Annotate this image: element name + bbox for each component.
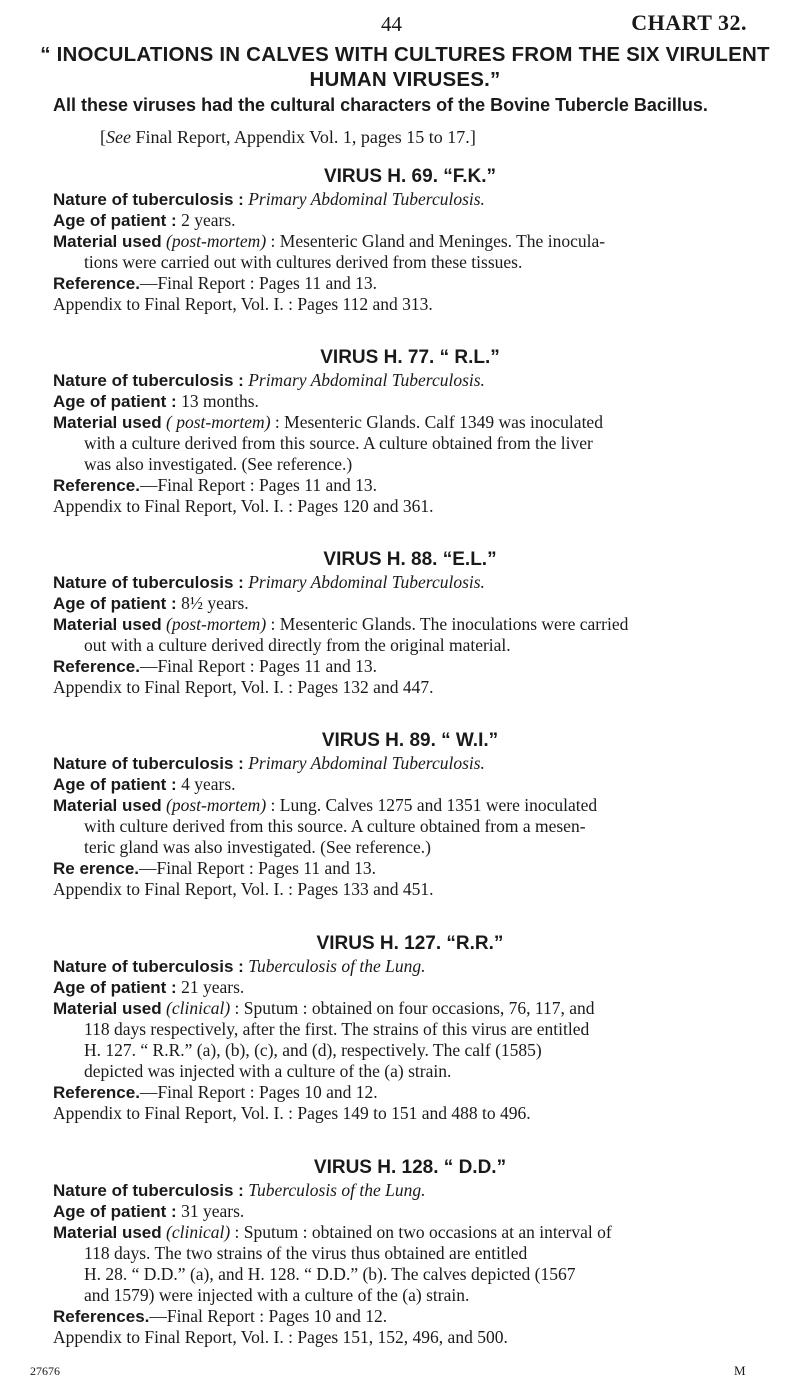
page-title: “ INOCULATIONS IN CALVES WITH CULTURES FROM THE SIX VIRULENT HUMAN VIRUSES.” [40,43,770,91]
age-value: 31 years. [181,1201,245,1221]
material-line: with culture derived from this source. A culture obtained from a mesen- [84,816,586,836]
reference-line: —Final Report : Pages 11 and 13. [139,656,377,676]
reference-line: —Final Report : Pages 10 and 12. [149,1306,388,1326]
virus-section-h89 [0,729,800,900]
reference-label: Reference. [53,1083,140,1102]
nature-label: Nature of tuberculosis : [53,754,244,773]
nature-value: Tuberculosis of the Lung. [248,1180,426,1200]
material-line: : Mesenteric Gland and Meninges. The inocula- [270,231,606,251]
material-line: : Sputum : obtained on four occasions, 76, 117, and [234,998,595,1018]
material-line: tions were carried out with cultures derived from these tissues. [84,252,523,272]
age-field [53,391,753,412]
material-field [53,614,753,656]
material-mode: (post-mortem) [166,231,267,251]
see-word: See [106,127,131,147]
material-label: Material used [53,232,162,251]
reference-field [53,1082,753,1124]
virus-section-h69 [0,165,800,315]
material-line: with a culture derived from this source. A culture obtained from the liver [84,433,593,453]
material-line: 118 days. The two strains of the virus thus obtained are entitled [84,1243,528,1263]
reference-label: References. [53,1307,150,1326]
material-label: Material used [53,413,162,432]
page-number: 44 [381,12,402,36]
material-field [53,231,753,273]
see-reference-text: Final Report, Appendix Vol. 1, pages 15 to 17. [135,127,470,147]
nature-label: Nature of tuberculosis : [53,573,244,592]
reference-field [53,273,753,315]
nature-value: Primary Abdominal Tuberculosis. [248,753,485,773]
reference-line: —Final Report : Pages 11 and 13. [139,273,377,293]
reference-line: Appendix to Final Report, Vol. I. : Pages 151, 152, 496, and 500. [53,1327,508,1347]
virus-title: VIRUS H. 69. “F.K.” [323,166,497,187]
reference-line: —Final Report : Pages 11 and 13. [139,475,377,495]
age-value: 4 years. [181,774,236,794]
material-mode: (post-mortem) [166,614,267,634]
age-field [53,210,753,231]
material-field [53,1222,753,1306]
nature-field [53,753,753,774]
reference-line: Appendix to Final Report, Vol. I. : Pages 120 and 361. [53,496,434,516]
nature-value: Primary Abdominal Tuberculosis. [248,572,485,592]
material-label: Material used [53,999,162,1018]
material-label: Material used [53,796,162,815]
reference-line: Appendix to Final Report, Vol. I. : Pages 112 and 313. [53,294,433,314]
material-line: was also investigated. (See reference.) [84,454,353,474]
reference-line: —Final Report : Pages 11 and 13. [139,858,377,878]
material-line: : Sputum : obtained on two occasions at an interval of [234,1222,612,1242]
age-label: Age of patient : [53,211,177,230]
reference-label: Reference. [53,274,140,293]
material-line: 118 days respectively, after the first. The strains of this virus are entitled [84,1019,590,1039]
material-field [53,998,753,1082]
reference-line: Appendix to Final Report, Vol. I. : Pages 133 and 451. [53,879,434,899]
see-reference: [See Final Report, Appendix Vol. 1, pages 15 to 17.] [100,127,476,147]
virus-title: VIRUS H. 128. “ D.D.” [313,1157,507,1178]
material-line: H. 127. “ R.R.” (a), (b), (c), and (d), respectively. The calf (1585) [84,1040,542,1060]
virus-section-h127 [0,932,800,1124]
virus-section-h128 [0,1156,800,1348]
age-label: Age of patient : [53,392,177,411]
nature-value: Tuberculosis of the Lung. [248,956,426,976]
reference-line: Appendix to Final Report, Vol. I. : Pages 149 to 151 and 488 to 496. [53,1103,531,1123]
virus-title: VIRUS H. 89. “ W.I.” [321,730,499,751]
printer-code: 27676 [30,1364,60,1378]
nature-label: Nature of tuberculosis : [53,1181,244,1200]
age-label: Age of patient : [53,1202,177,1221]
age-label: Age of patient : [53,594,177,613]
virus-title: VIRUS H. 88. “E.L.” [323,549,497,570]
age-label: Age of patient : [53,978,177,997]
signature-mark: M [734,1363,746,1378]
nature-label: Nature of tuberculosis : [53,190,244,209]
age-value: 13 months. [181,391,259,411]
reference-line: Appendix to Final Report, Vol. I. : Pages 132 and 447. [53,677,434,697]
material-field [53,795,753,858]
material-line: : Mesenteric Glands. The inoculations were carried [270,614,629,634]
intro-text: All these viruses had the cultural characters of the Bovine Tubercle Bacillus. [53,95,708,115]
material-line: depicted was injected with a culture of the (a) strain. [84,1061,452,1081]
material-line: out with a culture derived directly from the original material. [84,635,511,655]
reference-label: Re erence. [53,859,139,878]
nature-label: Nature of tuberculosis : [53,957,244,976]
reference-label: Reference. [53,657,140,676]
nature-field [53,572,753,593]
nature-field [53,1180,753,1201]
nature-value: Primary Abdominal Tuberculosis. [248,189,485,209]
nature-label: Nature of tuberculosis : [53,371,244,390]
material-label: Material used [53,1223,162,1242]
reference-label: Reference. [53,476,140,495]
material-mode: ( post-mortem) [166,412,271,432]
material-label: Material used [53,615,162,634]
virus-section-h88 [0,548,800,698]
page-header [0,10,800,34]
material-field [53,412,753,475]
age-field [53,593,753,614]
virus-section-h77 [0,346,800,517]
reference-field [53,858,753,900]
material-line: : Lung. Calves 1275 and 1351 were inoculated [270,795,598,815]
nature-field [53,370,753,391]
material-line: and 1579) were injected with a culture of the (a) strain. [84,1285,470,1305]
material-line: teric gland was also investigated. (See reference.) [84,837,431,857]
material-mode: (clinical) [166,998,231,1018]
reference-field [53,1306,753,1348]
nature-field [53,956,753,977]
nature-field [53,189,753,210]
material-line: H. 28. “ D.D.” (a), and H. 128. “ D.D.” (b). The calves depicted (1567 [84,1264,576,1284]
age-value: 2 years. [181,210,236,230]
age-value: 21 years. [181,977,245,997]
age-label: Age of patient : [53,775,177,794]
material-line: : Mesenteric Glands. Calf 1349 was inoculated [274,412,603,432]
age-field [53,1201,753,1222]
virus-title: VIRUS H. 127. “R.R.” [316,933,504,954]
material-mode: (clinical) [166,1222,231,1242]
material-mode: (post-mortem) [166,795,267,815]
age-value: 8½ years. [181,593,249,613]
reference-field [53,475,753,517]
nature-value: Primary Abdominal Tuberculosis. [248,370,485,390]
age-field [53,774,753,795]
age-field [53,977,753,998]
virus-title: VIRUS H. 77. “ R.L.” [320,347,500,368]
reference-field [53,656,753,698]
chart-label: CHART 32. [631,10,747,35]
reference-line: —Final Report : Pages 10 and 12. [139,1082,378,1102]
